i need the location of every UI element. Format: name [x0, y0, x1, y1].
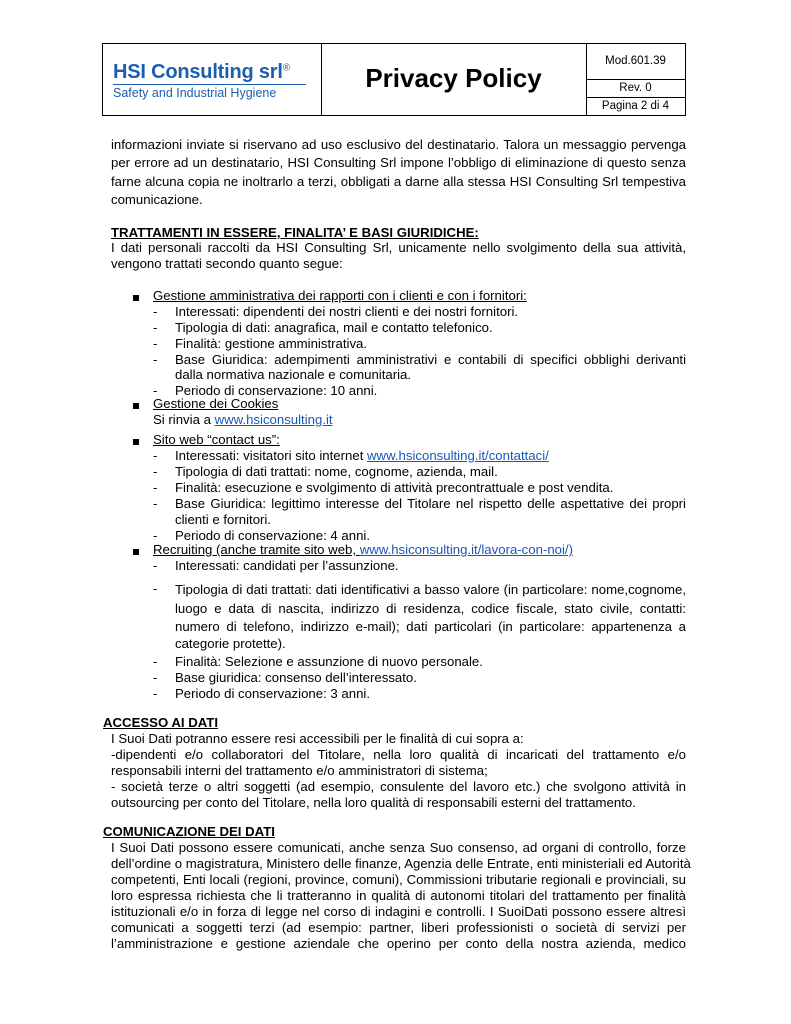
list-item-continuation: numero di telefono, indirizzo e-mail); dati particolari (in particolare: appartenenza a	[175, 619, 686, 634]
lavora-con-noi-link[interactable]: www.hsiconsulting.it/lavora-con-noi/)	[359, 542, 573, 557]
list-item-continuation: categorie protette).	[175, 636, 286, 651]
dash-marker: -	[153, 464, 158, 479]
paragraph-line: l’amministrazione e gestione aziendale che operino per conto della nostra azienda, medico	[111, 936, 686, 951]
list-item: Tipologia di dati trattati: nome, cognome, azienda, mail.	[175, 464, 498, 479]
list-item: Interessati: dipendenti dei nostri clienti e dei nostri fornitori.	[175, 304, 519, 319]
logo-name: HSI Consulting srl	[113, 61, 283, 83]
paragraph-line: loro espressa richiesta che li tratteranno in qualità di autonomi titolari del trattamento per finalità	[111, 888, 686, 903]
bullet-title-recruiting	[153, 542, 573, 558]
intro-line: per errore ad un destinatario, HSI Consulting Srl impone l’obbligo di eliminazione di questo senza	[111, 155, 686, 170]
module-code: Mod.601.39	[586, 44, 685, 80]
list-item: Periodo di conservazione: 10 anni.	[175, 383, 378, 398]
list-item: Tipologia di dati: anagrafica, mail e contatto telefonico.	[175, 320, 493, 335]
dash-marker: -	[153, 448, 158, 463]
intro-line: informazioni inviate si riservano ad uso esclusivo del destinatario. Talora un messaggio pervenga	[111, 137, 686, 152]
list-item: Finalità: Selezione e assunzione di nuovo personale.	[175, 654, 483, 669]
paragraph-line: responsabili interni del trattamento e/o amministratori di sistema;	[111, 763, 488, 778]
logo-cell	[103, 44, 322, 115]
intro-line: comunicazione.	[111, 192, 203, 207]
list-item: Base Giuridica: legittimo interesse del Titolare nel rispetto delle aspettative dei propri	[175, 496, 686, 511]
section-heading-trattamenti: TRATTAMENTI IN ESSERE, FINALITA’ E BASI GIURIDICHE:	[111, 225, 479, 240]
dash-marker: -	[153, 654, 158, 669]
dash-marker: -	[153, 383, 158, 398]
list-item-continuation: clienti e fornitori.	[175, 512, 272, 527]
list-item-text: Interessati: visitatori sito internet	[175, 448, 368, 463]
bullet-square	[133, 549, 139, 555]
paragraph-line: comunicati a soggetti terzi (ad esempio: partner, liberi professionisti o società di servizi per	[111, 920, 686, 935]
paragraph-line: outsourcing per conto del Titolare, nella loro qualità di responsabili esterni del trattamento.	[111, 795, 636, 810]
contattaci-link[interactable]: www.hsiconsulting.it/contattaci/	[367, 448, 549, 463]
list-item: Periodo di conservazione: 3 anni.	[175, 686, 371, 701]
document-header	[102, 43, 686, 116]
bullet-square	[133, 439, 139, 445]
list-item: Base Giuridica: adempimenti amministrativi e contabili di specifici obblighi derivanti	[175, 352, 686, 367]
dash-marker: -	[153, 670, 158, 685]
cookies-text	[153, 412, 333, 428]
paragraph-line: I dati personali raccolti da HSI Consulting Srl, unicamente nello svolgimento della sua attività,	[111, 240, 686, 255]
list-item: Interessati: candidati per l’assunzione.	[175, 558, 399, 573]
list-item: Finalità: esecuzione e svolgimento di attività precontrattuale e post vendita.	[175, 480, 614, 495]
paragraph-line: I Suoi Dati potranno essere resi accessibili per le finalità di cui sopra a:	[111, 731, 524, 746]
list-item-continuation: luogo e data di nascita, indirizzo di residenza, codice fiscale, stato civile, contatti:	[175, 601, 686, 616]
cookies-link[interactable]: www.hsiconsulting.it	[214, 412, 333, 427]
bullet-square	[133, 295, 139, 301]
dash-marker: -	[153, 336, 158, 351]
paragraph-line: - società terze o altri soggetti (ad esempio, consulente del lavoro etc.) che svolgono attività in	[111, 779, 686, 794]
bullet-square	[133, 403, 139, 409]
paragraph-line: dell’ordine o magistratura, Ministero delle finanze, Agenzia delle Entrate, enti ministeriali ed Autorità	[111, 856, 691, 871]
dash-marker: -	[153, 320, 158, 335]
intro-line: farne alcuna copia ne inoltrarlo a terzi, obbligati a darne alla stessa HSI Consulting Srl tempestiva	[111, 174, 686, 189]
section-heading-accesso: ACCESSO AI DATI	[103, 715, 219, 730]
dash-marker: -	[153, 528, 158, 543]
bullet-title-cookies: Gestione dei Cookies	[153, 396, 279, 411]
list-item-continuation: dalla normativa nazionale e comunitaria.	[175, 367, 412, 382]
list-item: Tipologia di dati trattati: dati identificativi a basso valore (in particolare: nome,cognome,	[175, 582, 686, 597]
dash-marker: -	[153, 480, 158, 495]
paragraph-line: vengono trattati secondo quanto segue:	[111, 256, 343, 271]
paragraph-line: -dipendenti e/o collaboratori del Titolare, nella loro qualità di incaricati del trattamento e/o	[111, 747, 686, 762]
paragraph-line: istituzionali e/o in forza di legge nel corso di indagini e controlli. I SuoiDati possono essere altresì	[111, 904, 686, 919]
document-title: Privacy Policy	[365, 63, 542, 93]
bullet-title-contact-us: Sito web “contact us”:	[153, 432, 280, 447]
page-number: Pagina 2 di 4	[601, 100, 670, 112]
list-item: Finalità: gestione amministrativa.	[175, 336, 368, 351]
paragraph-line: competenti, Enti locali (regioni, province, comuni), Commissioni tributarie regionali e provinciali, su	[111, 872, 686, 887]
company-logo	[113, 61, 290, 84]
dash-marker: -	[153, 686, 158, 701]
dash-marker: -	[153, 496, 158, 511]
logo-registered-mark: ®	[282, 62, 290, 74]
dash-marker: -	[153, 352, 158, 367]
list-item: Periodo di conservazione: 4 anni.	[175, 528, 371, 543]
bullet-title-gestione-amministrativa: Gestione amministrativa dei rapporti con i clienti e con i fornitori:	[153, 288, 527, 303]
dash-marker: -	[153, 558, 158, 573]
section-heading-comunicazione: COMUNICAZIONE DEI DATI	[103, 824, 275, 839]
dash-marker: -	[153, 304, 158, 319]
title-cell	[321, 44, 587, 115]
meta-cell	[586, 44, 685, 115]
list-item	[175, 448, 549, 464]
dash-marker: -	[153, 581, 158, 596]
logo-tagline: Safety and Industrial Hygiene	[113, 84, 306, 100]
recruiting-title-text: Recruiting (anche tramite sito web,	[153, 542, 360, 557]
cookies-text-prefix: Si rinvia a	[153, 412, 215, 427]
list-item: Base giuridica: consenso dell’interessato.	[175, 670, 417, 685]
revision: Rev. 0	[586, 80, 685, 98]
paragraph-line: I Suoi Dati possono essere comunicati, anche senza Suo consenso, ad organi di controllo, forze	[111, 840, 686, 855]
